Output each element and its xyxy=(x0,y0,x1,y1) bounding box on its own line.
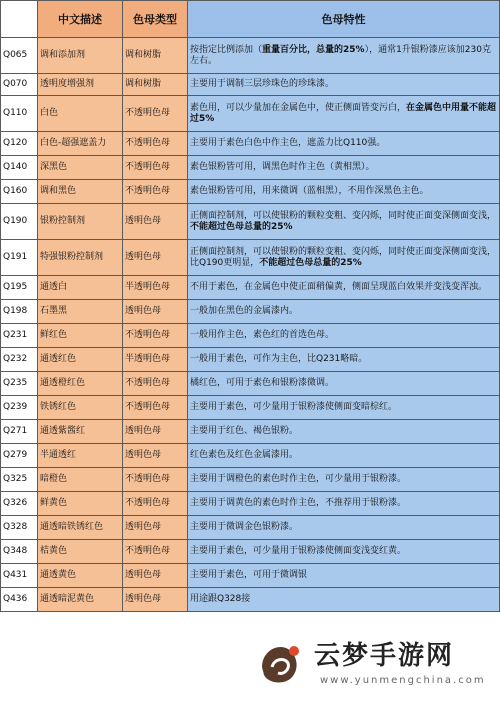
cell-code: Q190 xyxy=(1,204,38,240)
cell-code: Q231 xyxy=(1,324,38,348)
cell-trait xyxy=(188,180,500,204)
table-row xyxy=(1,540,500,564)
cell-type: 不透明色母 xyxy=(123,468,188,492)
cell-name: 深黑色 xyxy=(38,156,123,180)
header-trait: 色母特性 xyxy=(188,1,500,38)
cell-code: Q110 xyxy=(1,96,38,132)
table-row xyxy=(1,516,500,540)
trait-text: 素色用，可以少量加在金属色中，使正侧面皆变污白， xyxy=(190,102,407,113)
table-row xyxy=(1,396,500,420)
cell-code: Q271 xyxy=(1,420,38,444)
trait-text: 正侧面控制剂，可以使银粉的颗粒变粗、变闪烁，同时使正面变深侧面变浅，比Q190更明显， xyxy=(190,246,497,268)
table-row xyxy=(1,420,500,444)
logo-icon xyxy=(254,637,308,691)
table-row xyxy=(1,276,500,300)
table-row xyxy=(1,588,500,612)
cell-code: Q436 xyxy=(1,588,38,612)
cell-name: 白色 xyxy=(38,96,123,132)
table-row xyxy=(1,324,500,348)
cell-trait xyxy=(188,96,500,132)
cell-code: Q431 xyxy=(1,564,38,588)
cell-trait xyxy=(188,444,500,468)
watermark-brand: 云梦手游网 xyxy=(314,641,455,671)
cell-code: Q120 xyxy=(1,132,38,156)
trait-text: 一般用作主色，素色红的首选色母。 xyxy=(190,330,335,340)
cell-name: 桔黄色 xyxy=(38,540,123,564)
cell-code: Q232 xyxy=(1,348,38,372)
table-row xyxy=(1,564,500,588)
cell-type: 不透明色母 xyxy=(123,396,188,420)
table-row xyxy=(1,240,500,276)
trait-text: 主要用于素色，可少量用于银粉漆使侧面变暗棕红。 xyxy=(190,402,398,412)
trait-text: ），通常1升银粉漆应该加230克左右。 xyxy=(190,44,491,66)
cell-code: Q279 xyxy=(1,444,38,468)
table-row xyxy=(1,492,500,516)
trait-text: 主要用于调制三层珍珠色的珍珠漆。 xyxy=(190,79,335,89)
trait-text: 重量百分比，总量的25% xyxy=(262,44,365,55)
cell-type: 透明色母 xyxy=(123,420,188,444)
cell-trait xyxy=(188,156,500,180)
cell-code: Q239 xyxy=(1,396,38,420)
table-row xyxy=(1,468,500,492)
cell-type: 半透明色母 xyxy=(123,276,188,300)
cell-type: 半透明色母 xyxy=(123,348,188,372)
cell-code: Q326 xyxy=(1,492,38,516)
cell-name: 通透黄色 xyxy=(38,564,123,588)
table-row xyxy=(1,156,500,180)
cell-name: 白色-超强遮盖力 xyxy=(38,132,123,156)
table-row xyxy=(1,204,500,240)
cell-name: 暗橙色 xyxy=(38,468,123,492)
cell-name: 鲜红色 xyxy=(38,324,123,348)
cell-trait xyxy=(188,492,500,516)
cell-type: 不透明色母 xyxy=(123,156,188,180)
cell-code: Q140 xyxy=(1,156,38,180)
cell-name: 通透暗铁锈红色 xyxy=(38,516,123,540)
trait-text: 在金属色中用量不能超过5% xyxy=(190,102,497,124)
cell-trait xyxy=(188,74,500,96)
trait-text: 正侧面控制剂，可以使银粉的颗粒变粗、变闪烁，同时使正面变深侧面变浅， xyxy=(190,210,497,221)
trait-text: 一般用于素色，可作为主色，比Q231略暗。 xyxy=(190,354,368,364)
cell-name: 透明度增强剂 xyxy=(38,74,123,96)
trait-text: 主要用于素色，可少量用于银粉漆使侧面变浅变红黄。 xyxy=(190,546,407,556)
cell-type: 不透明色母 xyxy=(123,132,188,156)
cell-name: 鲜黄色 xyxy=(38,492,123,516)
cell-trait xyxy=(188,420,500,444)
cell-code: Q198 xyxy=(1,300,38,324)
cell-trait xyxy=(188,372,500,396)
table-row xyxy=(1,38,500,74)
header-type: 色母类型 xyxy=(123,1,188,38)
cell-code: Q328 xyxy=(1,516,38,540)
cell-type: 透明色母 xyxy=(123,240,188,276)
cell-trait xyxy=(188,564,500,588)
cell-trait xyxy=(188,468,500,492)
trait-text: 红色素色及红色金属漆用。 xyxy=(190,450,299,460)
cell-name: 通透橙红色 xyxy=(38,372,123,396)
cell-trait xyxy=(188,276,500,300)
trait-text: 主要用于素色，可用于微调银 xyxy=(190,570,308,580)
header-code xyxy=(1,1,38,38)
cell-code: Q070 xyxy=(1,74,38,96)
trait-text: 主要用于素色白色中作主色，遮盖力比Q110强。 xyxy=(190,138,386,148)
cell-code: Q160 xyxy=(1,180,38,204)
trait-text: 一般加在黑色的金属漆内。 xyxy=(190,306,299,316)
header-name: 中文描述 xyxy=(38,1,123,38)
cell-code: Q348 xyxy=(1,540,38,564)
cell-type: 透明色母 xyxy=(123,300,188,324)
cell-trait xyxy=(188,516,500,540)
cell-name: 通透暗泥黄色 xyxy=(38,588,123,612)
trait-text: 主要用于调橙色的素色时作主色，可少量用于银粉漆。 xyxy=(190,474,407,484)
cell-trait xyxy=(188,204,500,240)
cell-type: 不透明色母 xyxy=(123,492,188,516)
trait-text: 素色银粉皆可用，调黑色时作主色（黄相黑）。 xyxy=(190,162,375,172)
trait-text: 主要用于微调金色银粉漆。 xyxy=(190,522,299,532)
table-row xyxy=(1,372,500,396)
table-row xyxy=(1,74,500,96)
table-row xyxy=(1,96,500,132)
watermark-url: www.yunmengchina.com xyxy=(320,675,486,686)
cell-type: 透明色母 xyxy=(123,564,188,588)
cell-type: 透明色母 xyxy=(123,516,188,540)
trait-text: 按指定比例添加（ xyxy=(190,44,263,55)
table-row xyxy=(1,180,500,204)
cell-type: 不透明色母 xyxy=(123,96,188,132)
table-row xyxy=(1,444,500,468)
cell-type: 不透明色母 xyxy=(123,324,188,348)
cell-name: 银粉控制剂 xyxy=(38,204,123,240)
cell-code: Q235 xyxy=(1,372,38,396)
cell-trait xyxy=(188,540,500,564)
trait-text: 用途跟Q328接 xyxy=(190,594,251,604)
cell-trait xyxy=(188,132,500,156)
cell-name: 通透红色 xyxy=(38,348,123,372)
cell-trait xyxy=(188,240,500,276)
cell-type: 调和树脂 xyxy=(123,74,188,96)
cell-name: 通透白 xyxy=(38,276,123,300)
cell-name: 调和添加剂 xyxy=(38,38,123,74)
cell-trait xyxy=(188,324,500,348)
cell-code: Q191 xyxy=(1,240,38,276)
trait-text: 主要用于红色、褐色银粉。 xyxy=(190,426,299,436)
cell-type: 透明色母 xyxy=(123,588,188,612)
cell-type: 不透明色母 xyxy=(123,180,188,204)
trait-text: 不能超过色母总量的25% xyxy=(259,257,362,268)
cell-name: 石墨黑 xyxy=(38,300,123,324)
cell-type: 不透明色母 xyxy=(123,540,188,564)
cell-trait xyxy=(188,300,500,324)
cell-trait xyxy=(188,588,500,612)
cell-trait xyxy=(188,38,500,74)
cell-type: 调和树脂 xyxy=(123,38,188,74)
trait-text: 主要用于调黄色的素色时作主色，不推荐用于银粉漆。 xyxy=(190,498,407,508)
cell-type: 透明色母 xyxy=(123,444,188,468)
cell-code: Q065 xyxy=(1,38,38,74)
cell-type: 透明色母 xyxy=(123,204,188,240)
cell-trait xyxy=(188,348,500,372)
header-row xyxy=(1,1,500,38)
cell-code: Q195 xyxy=(1,276,38,300)
cell-name: 铁锈红色 xyxy=(38,396,123,420)
cell-name: 特强银粉控制剂 xyxy=(38,240,123,276)
cell-trait xyxy=(188,396,500,420)
watermark xyxy=(248,629,500,701)
trait-text: 橘红色，可用于素色和银粉漆微调。 xyxy=(190,378,335,388)
cell-name: 调和黑色 xyxy=(38,180,123,204)
table-row xyxy=(1,300,500,324)
trait-text: 素色银粉皆可用，用来微调（蓝相黑），不用作深黑色主色。 xyxy=(190,186,429,196)
cell-name: 半通透红 xyxy=(38,444,123,468)
trait-text: 不用于素色，在金属色中使正面稍偏黄，侧面呈现蓝白效果并变浅变浑浊。 xyxy=(190,282,488,292)
trait-text: 不能超过色母总量的25% xyxy=(190,221,293,232)
cell-code: Q325 xyxy=(1,468,38,492)
cell-name: 通透紫酱红 xyxy=(38,420,123,444)
table-row xyxy=(1,348,500,372)
cell-type: 不透明色母 xyxy=(123,372,188,396)
table-row xyxy=(1,132,500,156)
